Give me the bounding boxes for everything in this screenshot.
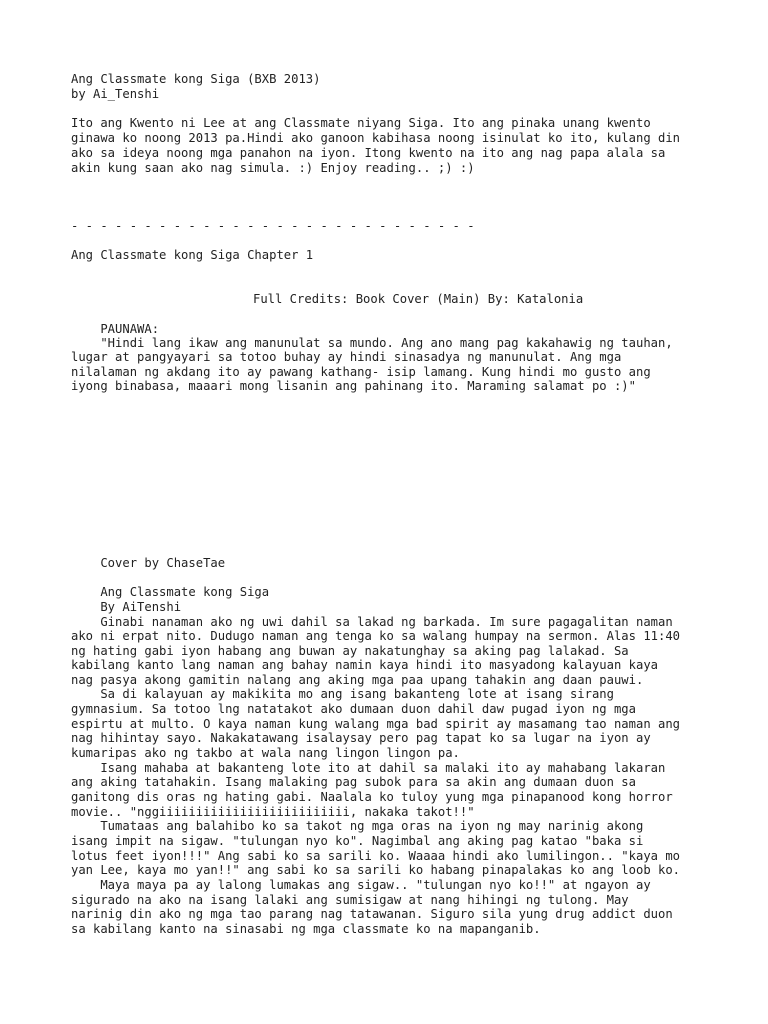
- chapter-title: Ang Classmate kong Siga Chapter 1: [71, 248, 314, 262]
- story-line: kabilang kanto lang naman ang bahay namin kaya hindi ito masyadong kalayuan kaya: [71, 658, 658, 672]
- notice-line: iyong binabasa, maaari mong lisanin ang pahinang ito. Maraming salamat po :)": [71, 379, 636, 393]
- credits-line: Full Credits: Book Cover (Main) By: Katalonia: [253, 292, 584, 306]
- story-line: narinig din ako ng mga tao parang nag tatawanan. Siguro sila yung drug addict duon: [71, 907, 673, 921]
- story-line: gymnasium. Sa totoo lng natatakot ako dumaan duon dahil daw pugad iyon ng mga: [71, 702, 636, 716]
- story-line: sa kabilang kanto na sinasabi ng mga classmate ko na mapanganib.: [71, 922, 541, 936]
- intro-line: Ito ang Kwento ni Lee at ang Classmate niyang Siga. Ito ang pinaka unang kwento: [71, 116, 651, 130]
- story-line: ng hating gabi iyon habang ang buwan ay nakatunghay sa aking pag lalakad. Sa: [71, 644, 629, 658]
- story-heading: Ang Classmate kong Siga: [71, 585, 270, 599]
- intro-line: ginawa ko noong 2013 pa.Hindi ako ganoon kabihasa noong isinulat ko ito, kulang din: [71, 131, 681, 145]
- document-author: by Ai_Tenshi: [71, 87, 160, 101]
- story-line: movie.. "nggiiiiiiiiiiiiiiiiiiiiiiiiii, nakaka takot!!": [71, 805, 475, 819]
- story-line: Maya maya pa ay lalong lumakas ang sigaw.. "tulungan nyo ko!!" at ngayon ay: [71, 878, 651, 892]
- story-line: ganitong dis oras ng hating gabi. Naalala ko tuloy yung mga pinapanood kong horror: [71, 790, 673, 804]
- story-line: ako ni erpat nito. Dudugo naman ang tenga ko sa walang humpay na sermon. Alas 11:40: [71, 629, 681, 643]
- cover-credit: Cover by ChaseTae: [71, 556, 226, 570]
- notice-line: PAUNAWA:: [71, 322, 160, 336]
- story-byline: By AiTenshi: [71, 600, 182, 614]
- notice-line: "Hindi lang ikaw ang manunulat sa mundo. Ang ano mang pag kakahawig ng tauhan,: [71, 336, 673, 350]
- notice-line: lugar at pangyayari sa totoo buhay ay hindi sinasadya ng manunulat. Ang mga: [71, 350, 622, 364]
- intro-line: ako sa ideya noong mga panahon na iyon. Itong kwento na ito ang nag papa alala sa: [71, 146, 666, 160]
- story-line: sigurado na ako na isang lalaki ang sumisigaw at nang hihingi ng tulong. May: [71, 893, 629, 907]
- story-line: Isang mahaba at bakanteng lote ito at dahil sa malaki ito ay mahabang lakaran: [71, 761, 666, 775]
- story-line: nag hihintay sayo. Nakakatawang isalaysay pero pag tapat ko sa lugar na iyon ay: [71, 731, 651, 745]
- story-line: lotus feet iyon!!!" Ang sabi ko sa sarili ko. Waaaa hindi ako lumilingon.. "kaya mo: [71, 849, 681, 863]
- story-line: yan Lee, kaya mo yan!!" ang sabi ko sa sarili ko habang pinapalakas ko ang loob ko.: [71, 863, 681, 877]
- story-line: espirtu at multo. O kaya naman kung walang mga bad spirit ay masamang tao naman ang: [71, 717, 681, 731]
- separator-line: - - - - - - - - - - - - - - - - - - - - - - - - - - - -: [71, 219, 475, 233]
- story-line: Ginabi nanaman ako ng uwi dahil sa lakad ng barkada. Im sure pagagalitan naman: [71, 615, 673, 629]
- notice-line: nilalaman ng akdang ito ay pawang kathang- isip lamang. Kung hindi mo gusto ang: [71, 365, 651, 379]
- story-line: ang aking tatahakin. Isang malaking pag subok para sa akin ang dumaan duon sa: [71, 775, 636, 789]
- story-line: Sa di kalayuan ay makikita mo ang isang bakanteng lote at isang sirang: [71, 687, 614, 701]
- document-title: Ang Classmate kong Siga (BXB 2013): [71, 72, 321, 86]
- story-line: nag pasya akong gamitin nalang ang aking mga paa upang tahakin ang daan pauwi.: [71, 673, 644, 687]
- story-line: isang impit na sigaw. "tulungan nyo ko". Nagimbal ang aking pag katao "baka si: [71, 834, 644, 848]
- story-line: Tumataas ang balahibo ko sa takot ng mga oras na iyon ng may narinig akong: [71, 819, 644, 833]
- story-line: kumaripas ako ng takbo at wala nang lingon lingon pa.: [71, 746, 460, 760]
- intro-line: akin kung saan ako nag simula. :) Enjoy reading.. ;) :): [71, 161, 475, 175]
